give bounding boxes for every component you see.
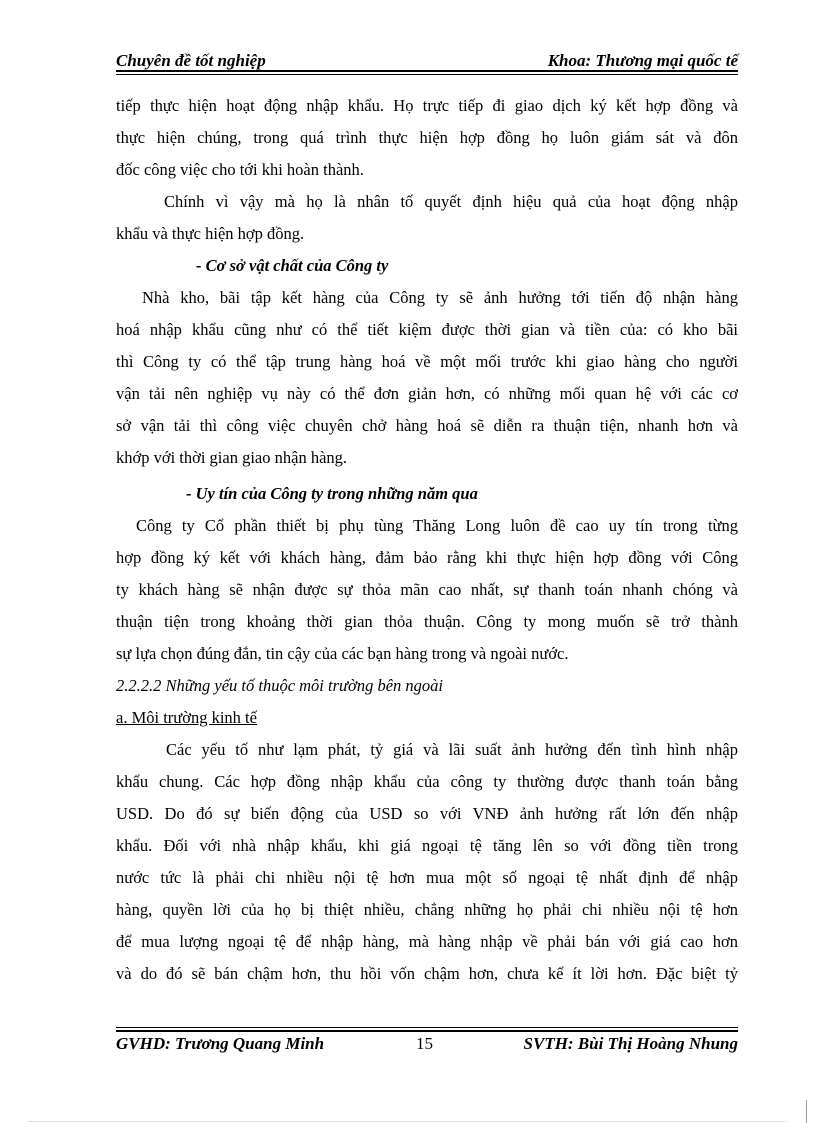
body-line: Nhà kho, bãi tập kết hàng của Công ty sẽ ảnh hưởng tới tiến độ nhận hàng [142,288,738,307]
page-edge-dotted-line [28,1121,788,1122]
page-footer [116,1034,738,1058]
header-left-title: Chuyên đề tốt nghiệp [116,51,266,70]
body-line: khẩu. Đối với nhà nhập khẩu, khi giá ngoại tệ tăng lên so với đồng tiền trong [116,836,738,855]
body-line: ty khách hàng sẽ nhận được sự thỏa mãn cao nhất, sự thanh toán nhanh chóng và [116,580,738,599]
footer-advisor: GVHD: Trương Quang Minh [116,1034,325,1053]
body-line: nước tức là phải chi nhiều nội tệ hơn mua một số ngoại tệ nhất định để nhập [116,868,738,887]
header-rule [116,70,738,75]
subsection-heading: a. Môi trường kinh tế [116,708,257,727]
footer-student: SVTH: Bùi Thị Hoàng Nhung [523,1034,738,1053]
body-line: Công ty Cổ phần thiết bị phụ tùng Thăng Long luôn đề cao uy tín trong từng [136,516,738,535]
subheading: - Cơ sở vật chất của Công ty [196,256,389,275]
body-line: hàng, quyền lời của họ bị thiệt nhiều, chẳng những họ phải chi nhiều nội tệ hơn [116,900,738,919]
page-number: 15 [416,1034,433,1053]
body-line: khớp với thời gian giao nhận hàng. [116,448,348,467]
body-line: khẩu chung. Các hợp đồng nhập khẩu của công ty thường được thanh toán bằng [116,772,738,791]
body-line: vận tải nên nghiệp vụ này có thể đơn giản hơn, có những mối quan hệ với các cơ [116,384,738,403]
body-line: thuận tiện trong khoảng thời gian thỏa thuận. Công ty mong muốn sẽ trở thành [116,612,738,631]
page-edge-marker [806,1100,807,1123]
body-line: và do đó sẽ bán chậm hơn, thu hồi vốn chậm hơn, chưa kể ít lời hơn. Đặc biệt tỷ [116,964,738,983]
body-line: sở vận tải thì công việc chuyên chở hàng hoá sẽ diễn ra thuận tiện, nhanh hơn và [116,416,738,435]
page-header [116,48,738,72]
section-heading: 2.2.2.2 Những yếu tố thuộc môi trường bên ngoài [116,676,443,695]
body-line: sự lựa chọn đúng đắn, tin cậy của các bạn hàng trong và ngoài nước. [116,644,569,663]
header-right-title: Khoa: Thương mại quốc tế [547,51,738,70]
body-line: hợp đồng ký kết với khách hàng, đảm bảo rằng khi thực hiện hợp đồng với Công [116,548,738,567]
body-line: tiếp thực hiện hoạt động nhập khẩu. Họ trực tiếp đi giao dịch ký kết hợp đồng và [116,96,738,115]
body-line: hoá nhập khẩu cũng như có thể tiết kiệm được thời gian và tiền của: có kho bãi [116,320,738,339]
body-line: để mua lượng ngoại tệ để nhập hàng, mà hàng nhập về phải bán với giá cao hơn [116,932,738,951]
body-line: đốc công việc cho tới khi hoàn thành. [116,160,364,179]
body-line: USD. Do đó sự biến động của USD so với VNĐ ảnh hưởng rất lớn đến nhập [116,804,738,823]
footer-rule [116,1027,738,1032]
subheading: - Uy tín của Công ty trong những năm qua [186,484,478,503]
body-line: thì Công ty có thể tập trung hàng hoá về một mối trước khi giao hàng cho người [116,352,738,371]
body-line: thực hiện chúng, trong quá trình thực hiện hợp đồng họ luôn giám sát và đôn [116,128,738,147]
body-line: khẩu và thực hiện hợp đồng. [116,224,305,243]
body-line: Chính vì vậy mà họ là nhân tố quyết định hiệu quả của hoạt động nhập [164,192,738,211]
body-line: Các yếu tố như lạm phát, tỷ giá và lãi suất ảnh hưởng đến tình hình nhập [166,740,738,759]
